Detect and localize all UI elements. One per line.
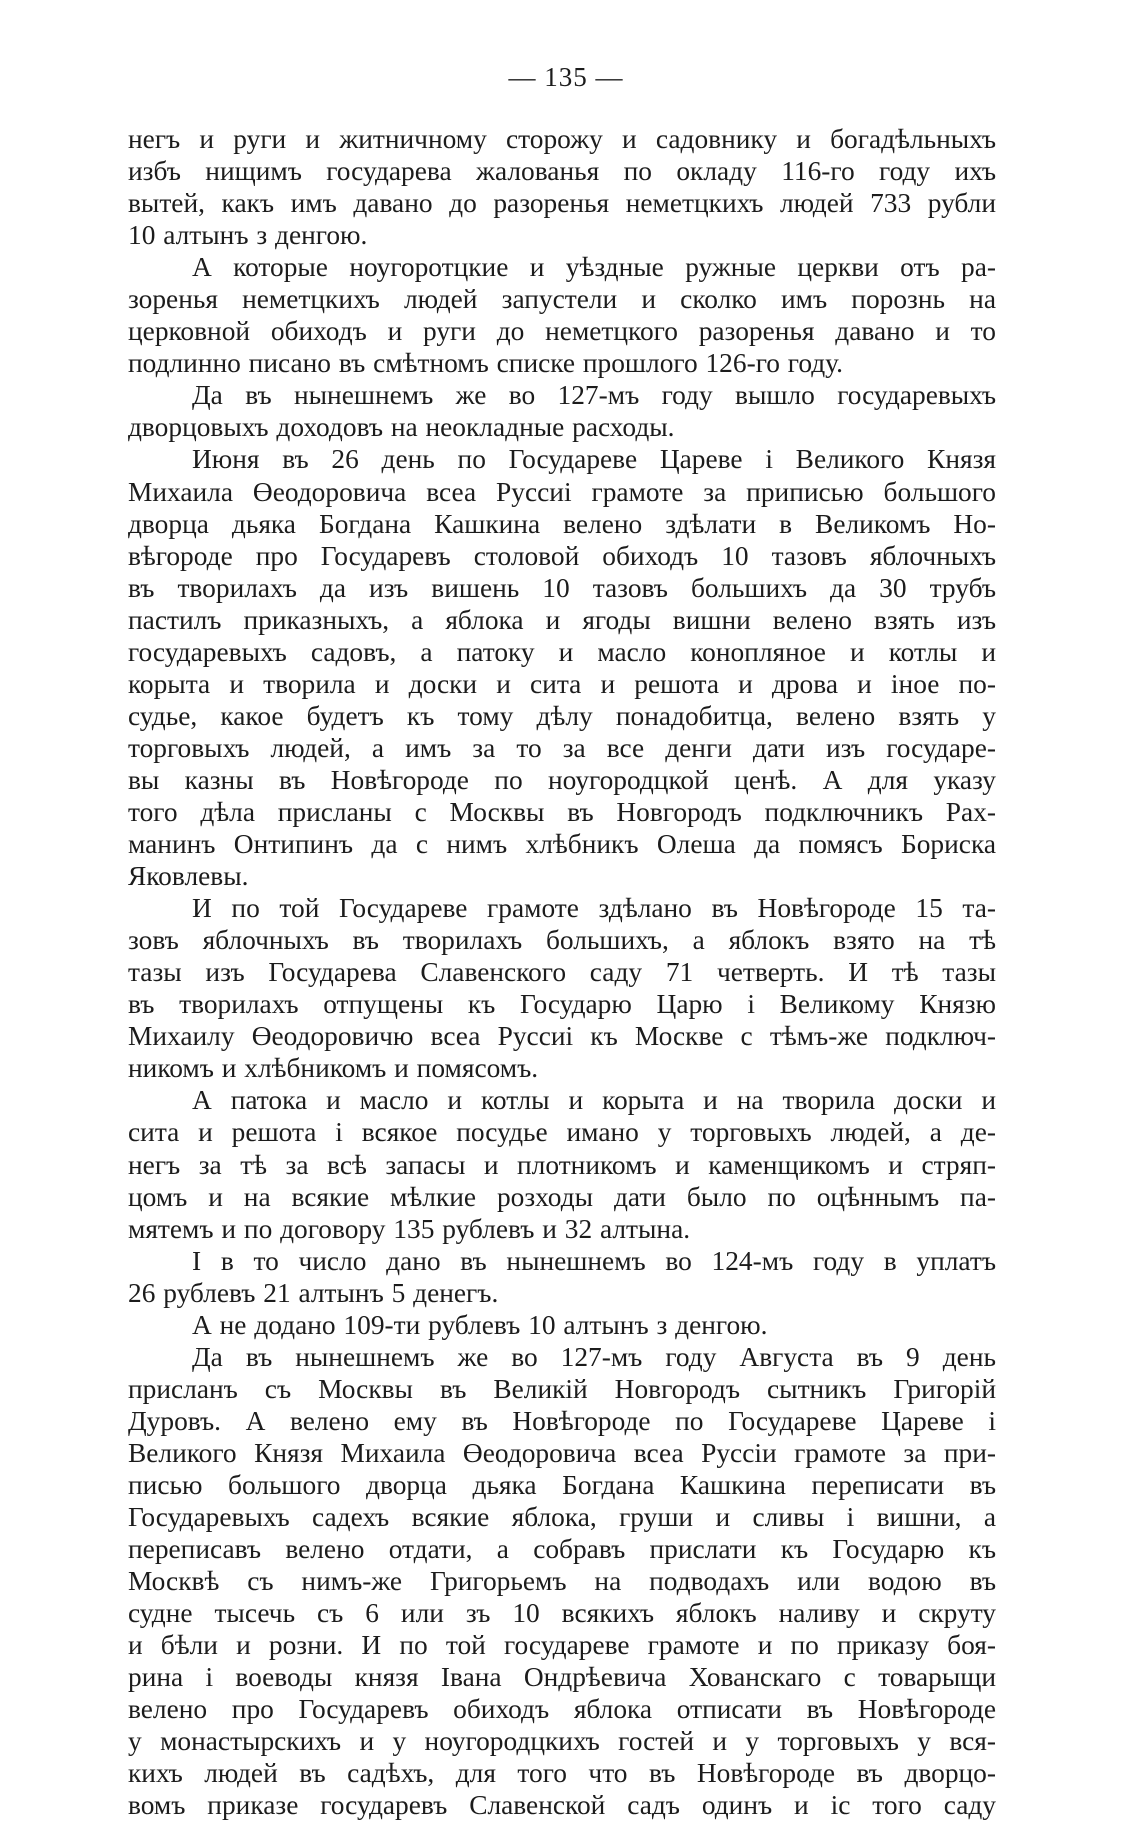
text-line: Великого Князя Михаила Өеодоровича всеа Руссіи грамоте за при- <box>128 1437 996 1468</box>
text-line: государевыхъ садовъ, а патоку и масло конопляное и котлы и <box>128 636 996 667</box>
text-line: вытей, какъ имъ давано до разоренья неметцкихъ людей 733 рубли <box>128 188 996 219</box>
text-line: Да въ нынешнемъ же во 127-мъ году вышло государевыхъ <box>192 380 996 411</box>
text-line: Июня въ 26 день по Государеве Цареве і Великого Князя <box>192 444 996 475</box>
page-number: — 135 — <box>508 62 624 92</box>
text-line: судье, какое будетъ къ тому дѣлу понадобитца, велено взять у <box>128 700 996 731</box>
text-line: Михаила Өеодоровича всеа Руссиі грамоте за приписью большого <box>128 476 996 507</box>
text-line: вы казны въ Новѣгороде по ноугородцкой ценѣ. А для указу <box>128 764 996 795</box>
text-line: И по той Государеве грамоте здѣлано въ Новѣгороде 15 та- <box>192 893 996 924</box>
text-line: вѣгороде про Государевъ столовой обиходъ 10 тазовъ яблочныхъ <box>128 540 996 571</box>
text-line: никомъ и хлѣбникомъ и помясомъ. <box>128 1053 539 1084</box>
text-line: кихъ людей въ садѣхъ, для того что въ Новѣгороде въ дворцо- <box>128 1758 996 1789</box>
text-line: дворцовыхъ доходовъ на неокладные расходы. <box>128 412 675 443</box>
text-line: присланъ съ Москвы въ Великій Новгородъ сытникъ Григорій <box>128 1373 996 1404</box>
text-line: цомъ и на всякие мѣлкие розходы дати было по оцѣннымъ па- <box>128 1181 996 1212</box>
text-line: зовъ яблочныхъ въ творилахъ большихъ, а яблокъ взято на тѣ <box>128 925 996 956</box>
text-line: дворца дьяка Богдана Кашкина велено здѣлати в Великомъ Но- <box>128 508 996 539</box>
text-line: корыта и творила и доски и сита и решота и дрова и іное по- <box>128 668 996 699</box>
text-line: зоренья неметцкихъ людей запустели и сколко имъ порознь на <box>128 284 996 315</box>
text-line: велено про Государевъ обиходъ яблока отписати въ Новѣгороде <box>128 1694 996 1725</box>
text-line: мятемъ и по договору 135 рублевъ и 32 алтына. <box>128 1213 691 1244</box>
text-line: торговыхъ людей, а имъ за то за все денги дати изъ государе- <box>128 732 996 763</box>
text-line: А которые ноугоротцкие и уѣздные ружные церкви отъ ра- <box>192 252 996 283</box>
text-line: Москвѣ съ нимъ-же Григорьемъ на подводахъ или водою въ <box>128 1566 996 1597</box>
text-line: тазы изъ Государева Славенского саду 71 четверть. И тѣ тазы <box>128 957 996 988</box>
text-line: писью большого дворца дьяка Богдана Кашкина переписати въ <box>128 1469 996 1500</box>
text-body <box>128 123 996 1821</box>
text-line: Да въ нынешнемъ же во 127-мъ году Августа въ 9 день <box>192 1341 996 1372</box>
text-line: вомъ приказе государевъ Славенской садъ одинъ и іс того саду <box>128 1790 996 1821</box>
text-line: рина і воеводы князя Івана Ондрѣевича Хованскаго с товарыщи <box>128 1662 996 1693</box>
text-line: въ творилахъ да изъ вишень 10 тазовъ большихъ да 30 трубъ <box>128 572 996 603</box>
text-line: негъ за тѣ за всѣ запасы и плотникомъ и каменщикомъ и стряп- <box>128 1149 996 1180</box>
text-line: церковной обиходъ и руги до неметцкого разоренья давано и то <box>128 316 996 347</box>
text-line: Дуровъ. А велено ему въ Новѣгороде по Государеве Цареве і <box>128 1405 996 1436</box>
text-line: пастилъ приказныхъ, а яблока и ягоды вишни велено взять изъ <box>128 604 996 635</box>
text-line: манинъ Онтипинъ да с нимъ хлѣбникъ Олеша да помясъ Бориска <box>128 829 996 860</box>
text-line: Михаилу Өеодоровичю всеа Руссиі къ Москве с тѣмъ-же подключ- <box>128 1021 996 1052</box>
text-line: переписавъ велено отдати, а собравъ прислати къ Государю къ <box>128 1534 996 1565</box>
text-line: Яковлевы. <box>128 861 249 892</box>
text-line: въ творилахъ отпущены къ Государю Царю і Великому Князю <box>128 989 996 1020</box>
text-line: І в то число дано въ нынешнемъ во 124-мъ году в уплатъ <box>192 1245 996 1276</box>
text-line: и бѣли и розни. И по той государеве грамоте и по приказу боя- <box>128 1630 996 1661</box>
text-line: сита и решота і всякое посудье имано у торговыхъ людей, а де- <box>128 1117 996 1148</box>
text-line: А не додано 109-ти рублевъ 10 алтынъ з денгою. <box>192 1309 768 1340</box>
text-line: негъ и руги и житничному сторожу и садовнику и богадѣльныхъ <box>128 124 996 154</box>
text-line: у монастырскихъ и у ноугородцкихъ гостей и у торговыхъ у вся- <box>128 1726 996 1757</box>
text-line: избъ нищимъ государева жалованья по окладу 116-го году ихъ <box>128 156 996 187</box>
text-line: А патока и масло и котлы и корыта и на творила доски и <box>192 1085 996 1116</box>
text-line: Государевыхъ садехъ всякие яблока, груши и сливы і вишни, а <box>128 1502 996 1533</box>
text-line: того дѣла присланы с Москвы въ Новгородъ подключникъ Рах- <box>128 796 996 827</box>
text-line: подлинно писано въ смѣтномъ списке прошлого 126-го году. <box>128 348 843 379</box>
text-line: судне тысечь съ 6 или зъ 10 всякихъ яблокъ наливу и скруту <box>128 1598 996 1629</box>
text-line: 26 рублевъ 21 алтынъ 5 денегъ. <box>128 1277 499 1308</box>
text-line: 10 алтынъ з денгою. <box>128 220 368 251</box>
